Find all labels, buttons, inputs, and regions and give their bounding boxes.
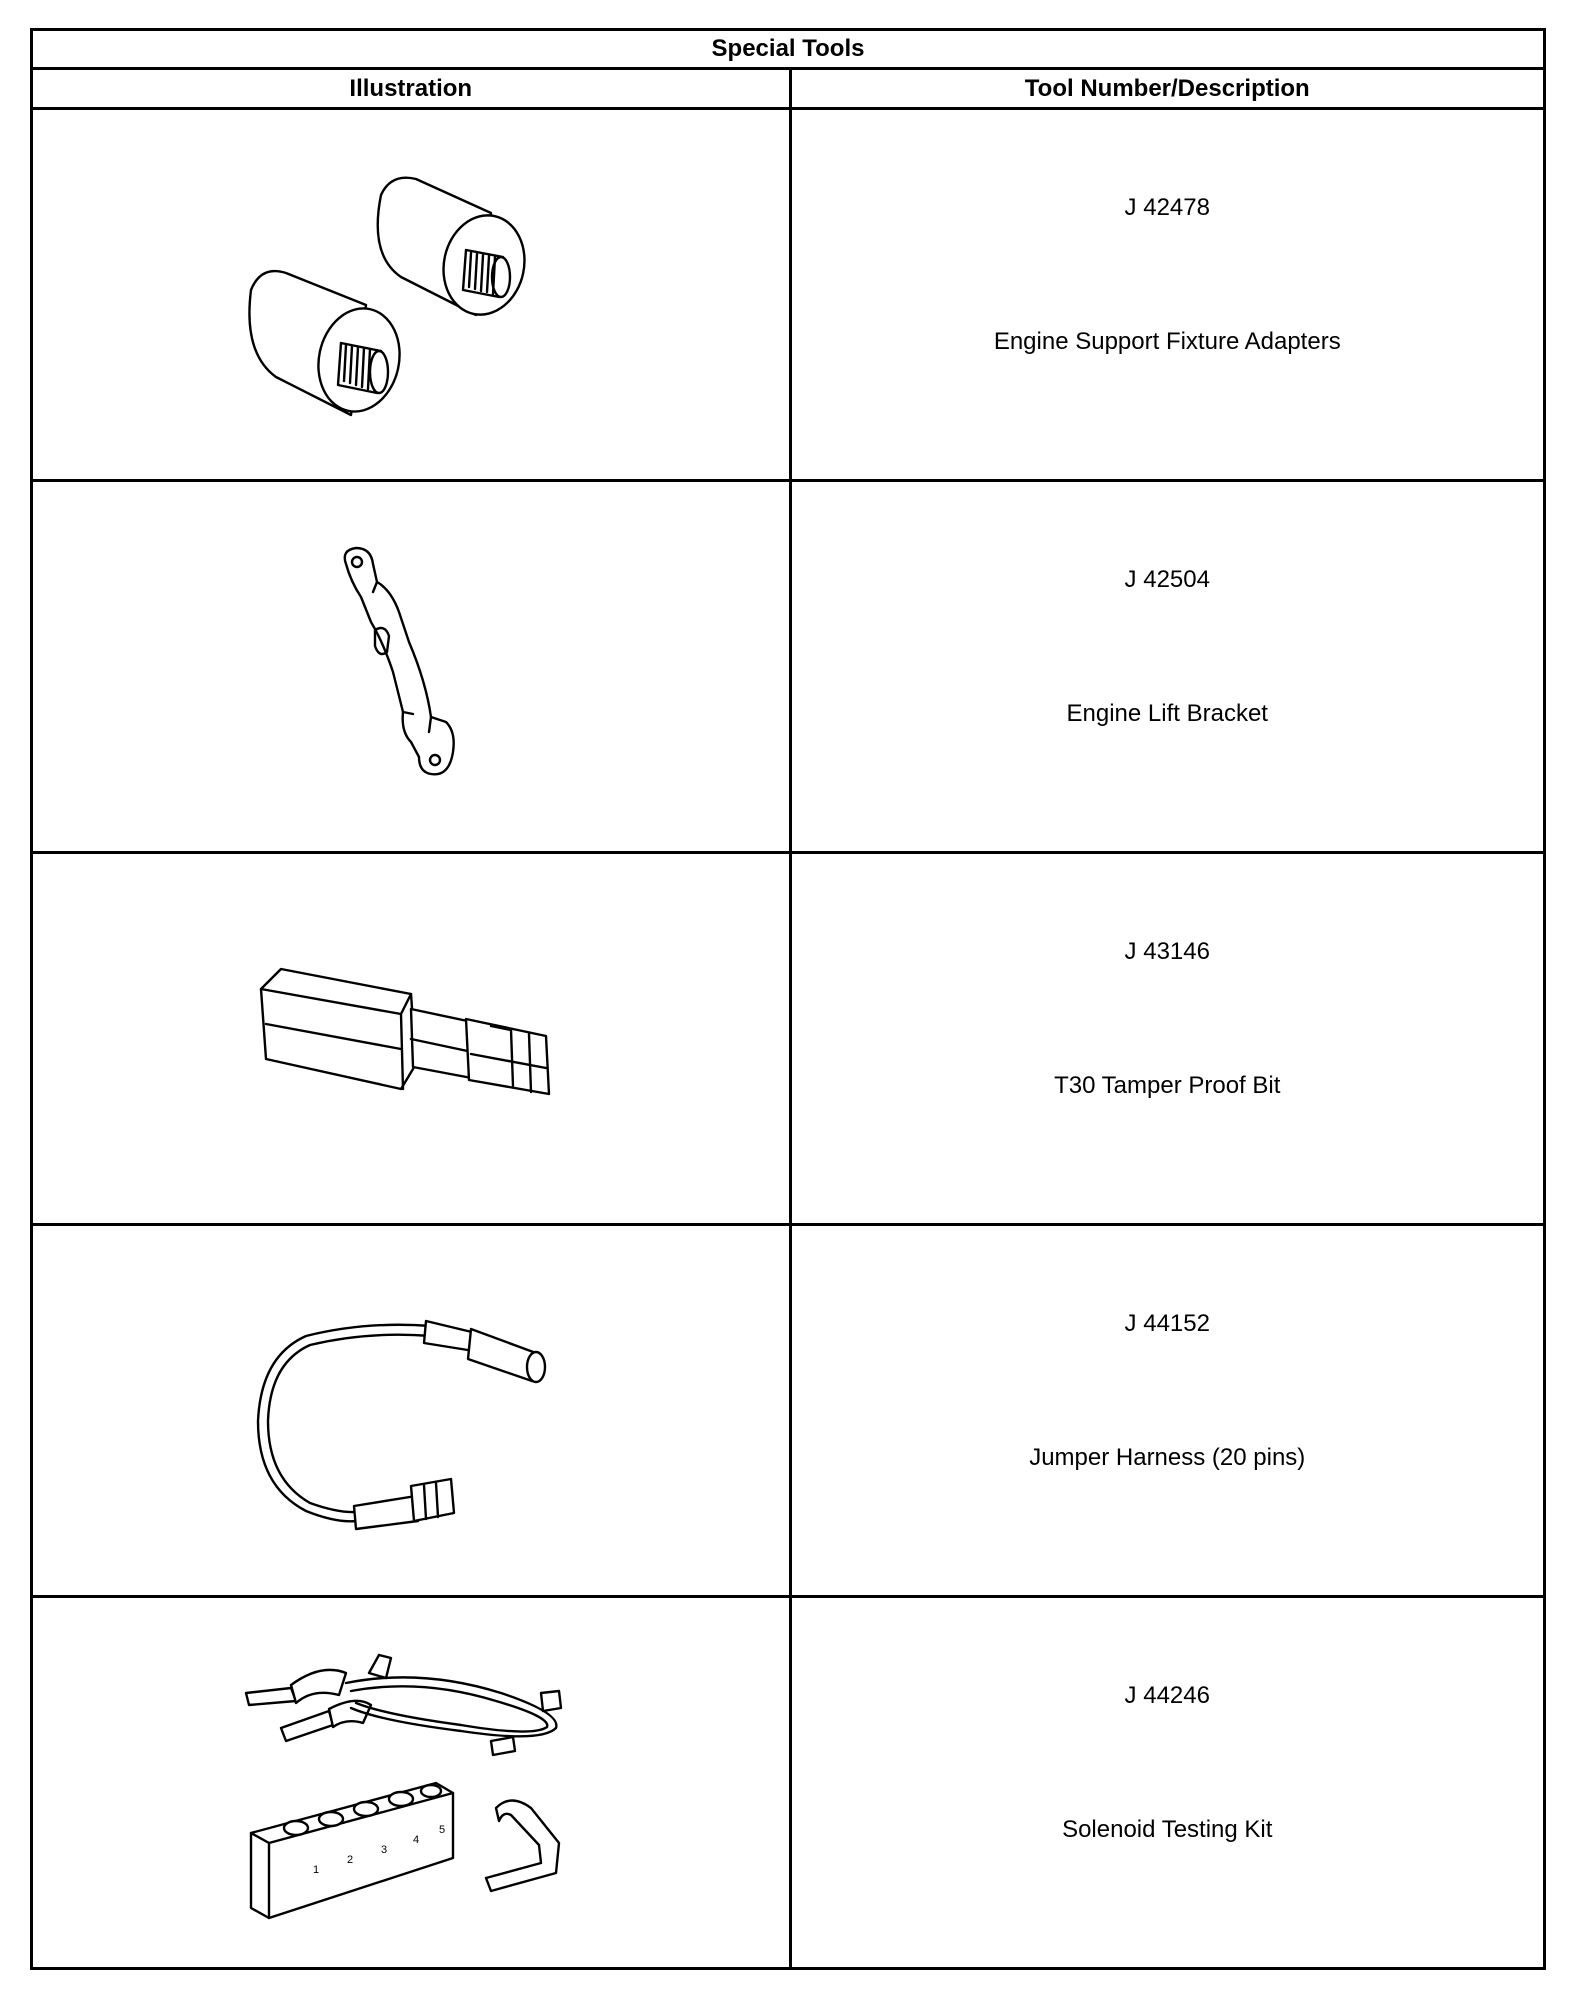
illustration-cell xyxy=(32,481,791,853)
table-header-row xyxy=(32,69,1545,109)
tamper-proof-bit-illustration xyxy=(251,964,571,1114)
engine-lift-bracket-illustration xyxy=(331,542,491,792)
tool-description: T30 Tamper Proof Bit xyxy=(1054,1071,1281,1099)
jumper-harness-illustration xyxy=(246,1281,576,1541)
tool-number: J 42478 xyxy=(1124,193,1210,221)
svg-text:1: 1 xyxy=(312,1863,319,1876)
illustration-cell xyxy=(32,1225,791,1597)
table-row xyxy=(32,853,1545,1225)
svg-text:3: 3 xyxy=(380,1843,387,1856)
tool-number: J 44152 xyxy=(1124,1309,1210,1337)
tool-description: Engine Lift Bracket xyxy=(1066,699,1268,727)
svg-text:2: 2 xyxy=(346,1853,353,1866)
tool-number: J 42504 xyxy=(1124,565,1210,593)
description-cell xyxy=(790,109,1545,481)
illustration-cell xyxy=(32,853,791,1225)
illustration-cell xyxy=(32,1597,791,1969)
svg-text:4: 4 xyxy=(412,1833,419,1846)
tool-number: J 44246 xyxy=(1124,1681,1210,1709)
svg-text:5: 5 xyxy=(438,1823,445,1836)
table-title-row xyxy=(32,30,1545,69)
table-row xyxy=(32,481,1545,853)
tool-description: Solenoid Testing Kit xyxy=(1062,1815,1273,1843)
table-row xyxy=(32,1225,1545,1597)
description-column-header: Tool Number/Description xyxy=(790,69,1545,109)
description-cell xyxy=(790,481,1545,853)
engine-support-fixture-adapters-illustration xyxy=(241,165,581,425)
description-cell xyxy=(790,853,1545,1225)
tool-description: Jumper Harness (20 pins) xyxy=(1029,1443,1306,1471)
table-row xyxy=(32,109,1545,481)
tool-number: J 43146 xyxy=(1124,937,1210,965)
illustration-cell xyxy=(32,109,791,481)
special-tools-table xyxy=(30,28,1546,1970)
table-row xyxy=(32,1597,1545,1969)
description-cell xyxy=(790,1225,1545,1597)
tool-description: Engine Support Fixture Adapters xyxy=(993,327,1341,355)
description-cell xyxy=(790,1597,1545,1969)
solenoid-testing-kit-illustration xyxy=(241,1633,581,1933)
illustration-column-header: Illustration xyxy=(32,69,791,109)
table-title: Special Tools xyxy=(32,30,1545,69)
